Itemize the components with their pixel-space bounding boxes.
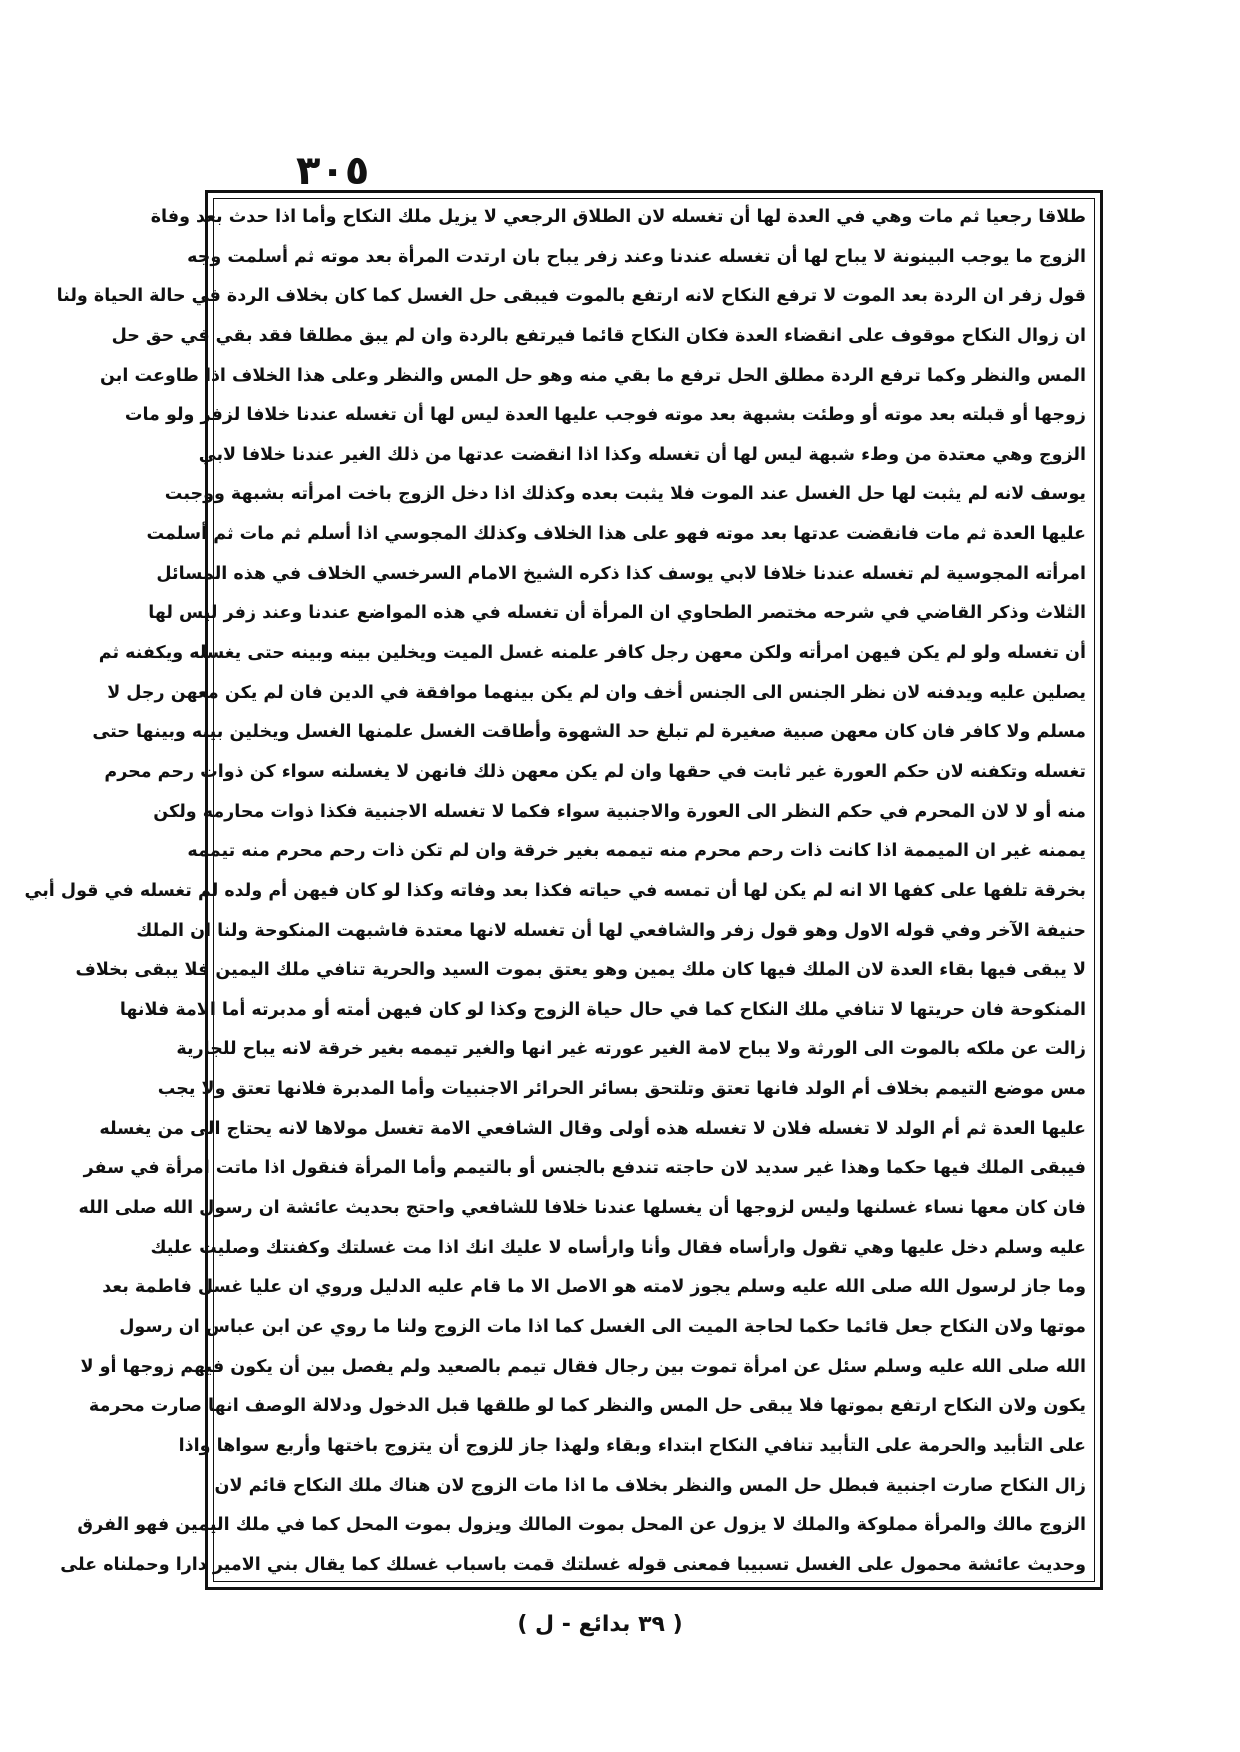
text-line: مسلم ولا كافر فان كان معهن صبية صغيرة لم تبلغ حد الشهوة وأطاقت الغسل علمنها الغسل ويخلين بينه وبينها حتى (92, 722, 1086, 743)
text-line: زال النكاح صارت اجنبية فبطل حل المس والنظر بخلاف ما اذا مات الزوج لان هناك ملك النكاح قائم لان (214, 1475, 1086, 1496)
text-line: تغسله وتكفنه لان حكم العورة غير ثابت في حقها وان لم يكن معهن ذلك فانهن لا يغسلنه سواء كن ذوات رحم محرم (104, 761, 1086, 782)
text-line: الثلاث وذكر القاضي في شرحه مختصر الطحاوي ان المرأة أن تغسله في هذه المواضع عندنا وعند زفر ليس لها (148, 603, 1086, 624)
text-line: يصلين عليه ويدفنه لان نظر الجنس الى الجنس أخف وان لم يكن بينهما موافقة في الدين فان لم يكن معهن رجل لا (107, 682, 1086, 703)
text-line: حنيفة الآخر وفي قوله الاول وهو قول زفر والشافعي لها أن تغسله لانها معتدة فاشبهت المنكوحة ولنا ان الملك (136, 920, 1086, 941)
text-line: منه أو لا لان المحرم في حكم النظر الى العورة والاجنبية سواء فكما لا تغسله الاجنبية فكذا ذوات محارمه ولكن (153, 801, 1086, 822)
text-line: لا يبقى فيها بقاء العدة لان الملك فيها كان ملك يمين وهو يعتق بموت السيد والحرية تنافي ملك اليمين فلا يبقى بخلاف (75, 960, 1086, 981)
text-line: الزوج وهي معتدة من وطء شبهة ليس لها أن تغسله وكذا اذا انقضت عدتها من ذلك الغير عندنا خلافا لابي (198, 444, 1086, 465)
text-line: قول زفر ان الردة بعد الموت لا ترفع النكاح لانه ارتفع بالموت فيبقى حل الغسل كما كان بخلاف الردة في حالة الحياة ولنا (56, 286, 1086, 307)
text-line: يكون ولان النكاح ارتفع بموتها فلا يبقى حل المس والنظر كما لو طلقها قبل الدخول ودلالة الوصف انها صارت محرمة (88, 1396, 1086, 1417)
page-number: ٣٠٥ (296, 148, 370, 194)
text-line: فان كان معها نساء غسلنها وليس لزوجها أن يغسلها عندنا خلافا للشافعي واحتج بحديث عائشة ان رسول الله صلى الله (78, 1198, 1086, 1219)
text-line: يوسف لانه لم يثبت لها حل الغسل عند الموت فلا يثبت بعده وكذلك اذا دخل الزوج باخت امرأته بشبهة ووجبت (164, 484, 1086, 505)
text-line: بخرقة تلفها على كفها الا انه لم يكن لها أن تمسه في حياته فكذا بعد وفاته وكذا لو كان فيهن أم ولده لم تغسله في قول أبي (24, 880, 1086, 901)
text-line: وحديث عائشة محمول على الغسل تسبيبا فمعنى قوله غسلتك قمت باسباب غسلك كما يقال بني الامير دارا وحملناه على (60, 1554, 1086, 1575)
text-line: مس موضع التيمم بخلاف أم الولد فانها تعتق وتلتحق بسائر الحرائر الاجنبيات وأما المدبرة فلانها تعتق ولا يجب (157, 1079, 1086, 1100)
text-line: يممنه غير ان الميممة اذا كانت ذات رحم محرم منه تيممه بغير خرقة وان لم تكن ذات رحم محرم منه تيممه (187, 841, 1086, 862)
text-line: وما جاز لرسول الله صلى الله عليه وسلم يجوز لامته هو الاصل الا ما قام عليه الدليل وروي ان عليا غسل فاطمة بعد (102, 1277, 1086, 1298)
text-line: عليه وسلم دخل عليها وهي تقول وارأساه فقال وأنا وارأساه لا عليك انك اذا مت غسلتك وكفنتك وصليت عليك (150, 1237, 1086, 1258)
text-line: المنكوحة فان حريتها لا تنافي ملك النكاح كما في حال حياة الزوج وكذا لو كان فيهن أمته أو مدبرته أما الامة فلانها (119, 999, 1086, 1020)
text-line: عليها العدة ثم مات فانقضت عدتها بعد موته فهو على هذا الخلاف وكذلك المجوسي اذا أسلم ثم مات ثم أسلمت (146, 524, 1086, 545)
text-line: المس والنظر وكما ترفع الردة مطلق الحل ترفع ما بقي منه وهو حل المس والنظر وعلى هذا الخلاف اذا طاوعت ابن (100, 365, 1086, 386)
text-line: موتها ولان النكاح جعل قائما حكما لحاجة الميت الى الغسل كما اذا مات الزوج ولنا ما روي عن ابن عباس ان رسول (119, 1316, 1086, 1337)
text-line: الزوج مالك والمرأة مملوكة والملك لا يزول عن المحل بموت المالك ويزول بموت المحل كما في ملك اليمين فهو الفرق (77, 1515, 1086, 1536)
footer-signature: ( ٣٩ بدائع - ل ) (517, 1612, 683, 1637)
text-line: ان زوال النكاح موقوف على انقضاء العدة فكان النكاح قائما فيرتفع بالردة وان لم يبق مطلقا فقد بقي في حق حل (111, 325, 1086, 346)
text-line: عليها العدة ثم أم الولد لا تغسله فلان لا تغسله هذه أولى وقال الشافعي الامة تغسل مولاها لانه يحتاج الى من يغسله (99, 1118, 1086, 1139)
text-line: على التأبيد والحرمة على التأبيد تنافي النكاح ابتداء وبقاء ولهذا جاز للزوج أن يتزوج باختها وأربع سواها واذا (178, 1435, 1086, 1456)
text-line: زوجها أو قبلته بعد موته أو وطئت بشبهة بعد موته فوجب عليها العدة ليس لها أن تغسله عندنا خلافا لزفر ولو مات (124, 405, 1086, 426)
body-text (24, 203, 1086, 1579)
text-line: زالت عن ملكه بالموت الى الورثة ولا يباح لامة الغير عورته غير انها والغير تيممه بغير خرقة لانه يباح للجارية (176, 1039, 1086, 1060)
text-line: الله صلى الله عليه وسلم سئل عن امرأة تموت بين رجال فقال تيمم بالصعيد ولم يفصل بين أن يكون فيهم زوجها أو لا (80, 1356, 1086, 1377)
text-line: طلاقا رجعيا ثم مات وهي في العدة لها أن تغسله لان الطلاق الرجعي لا يزيل ملك النكاح وأما اذا حدث بعد وفاة (150, 207, 1086, 227)
text-line: الزوج ما يوجب البينونة لا يباح لها أن تغسله عندنا وعند زفر يباح بان ارتدت المرأة بعد موته ثم أسلمت وجه (187, 246, 1086, 267)
text-line: امرأته المجوسية لم تغسله عندنا خلافا لابي يوسف كذا ذكره الشيخ الامام السرخسي الخلاف في هذه المسائل (156, 563, 1086, 584)
text-line: أن تغسله ولو لم يكن فيهن امرأته ولكن معهن رجل كافر علمنه غسل الميت ويخلين بينه وبينه حتى يغسله ويكفنه ثم (98, 643, 1086, 664)
text-line: فيبقى الملك فيها حكما وهذا غير سديد لان حاجته تندفع بالجنس أو بالتيمم وأما المرأة فنقول اذا ماتت امرأة في سفر (83, 1158, 1086, 1179)
